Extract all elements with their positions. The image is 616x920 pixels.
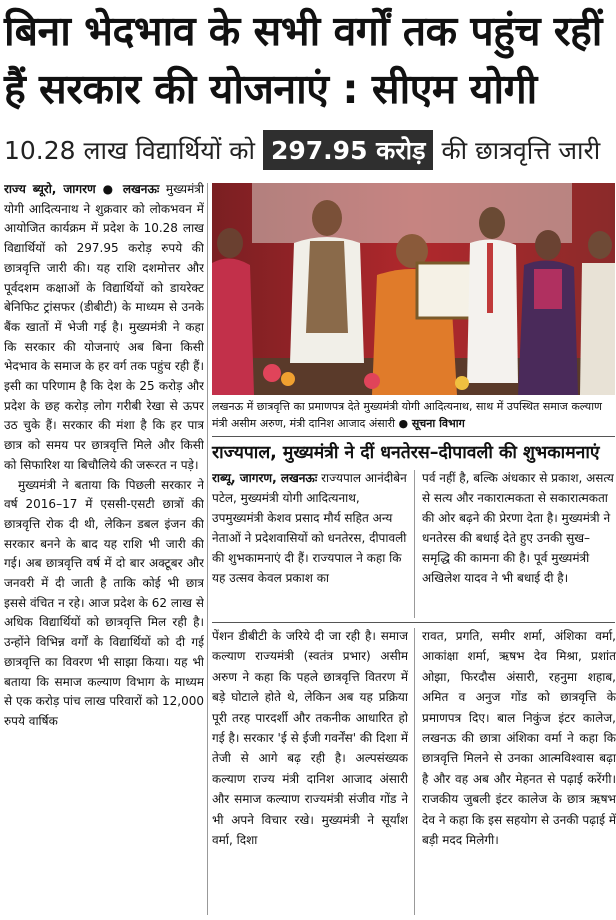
main-paragraph-1: मुख्यमंत्री योगी आदित्यनाथ ने शुक्रवार को लोकभवन में आयोजित कार्यक्रम में प्रदेश के 10.28 लाख विद्यार्थियों को 297.95 करोड़ रुपये की छात्रवृत्ति जारी की। यह राशि दशमोत्तर और पूर्वदशम कक्षाओं के विद्यार्थियों को डायरेक्ट बेनिफिट ट्रांसफर (डीबीटी) के माध्यम से उनके बैंक खातों में भेजी गई है। मुख्यमंत्री ने कहा कि सरकार की योजनाएं अब बिना किसी भेदभाव के समाज के हर वर्ग तक पहुंच रही हैं। इसी का परिणाम है कि देश के 25 करोड़ और प्रदेश के छह करोड़ लोग गरीबी रेखा से ऊपर उठ चुके हैं। सरकार की मंशा है कि हर पात्र छात्र को समय पर छात्रवृत्ति मिले और किसी को सिफारिश या बिचौलिये की जरूरत न पड़े। bbox=[4, 182, 204, 472]
photo-illustration bbox=[212, 183, 615, 395]
subheadline bbox=[4, 128, 612, 172]
sub-byline: राब्यू, जागरण, लखनऊः bbox=[212, 471, 318, 485]
sub-column-divider bbox=[414, 470, 415, 618]
column-divider bbox=[207, 183, 208, 915]
headline-line-1: बिना भेदभाव के सभी वर्गों तक पहुंच रहीं bbox=[4, 7, 602, 55]
main-paragraph-2: मुख्यमंत्री ने बताया कि पिछली सरकार ने वर्ष 2016–17 में एससी-एसटी छात्रों की छात्रवृत्ति रोक दी थी, लेकिन डबल इंजन की सरकार बनने के बाद यह राशि भी जारी की गई। अब छात्रवृत्ति वर्ष में दो बार अक्टूबर और जनवरी में दी जाती है ताकि कोई भी छात्र इससे वंचित न रहे। आज प्रदेश के 62 लाख से अधिक विद्यार्थियों को छात्रवृत्ति मिल रही है। उन्होंने विभिन्न वर्गों के विद्यार्थियों को दी गई छात्रवृत्ति का विवरण भी साझा किया। यह भी बताया कि समाज कल्याण विभाग के माध्यम से एक करोड़ पांच लाख परिवारों को 12,000 रुपये वार्षिक bbox=[4, 477, 204, 728]
sub-story-column-2: पर्व नहीं है, बल्कि अंधकार से प्रकाश, असत्य से सत्य और नकारात्मकता से सकारात्मकता की ओर बढ़ने की प्रेरणा देता है। मुख्यमंत्री ने धनतेरस की बधाई देते हुए उनकी सुख–समृद्धि की कामना की है। पूर्व मुख्यमंत्री अखिलेश यादव ने भी बधाई दी है। bbox=[422, 471, 614, 585]
news-photo bbox=[212, 183, 615, 395]
main-byline: राज्य ब्यूरो, जागरण ● लखनऊः bbox=[4, 182, 160, 196]
column-divider-2 bbox=[414, 628, 415, 915]
caption-credit: ● सूचना विभाग bbox=[398, 417, 465, 430]
photo-caption bbox=[212, 398, 615, 434]
subhead-highlight: 297.95 करोड़ bbox=[263, 130, 433, 170]
main-story-column-3: रावत, प्रगति, समीर शर्मा, अंशिका वर्मा, आकांक्षा शर्मा, ऋषभ देव मिश्रा, प्रशांत ओझा, फिरदौस अंसारी, रहनुमा शहाब, अमित व अनुज गोंड को छात्रवृत्ति के प्रमाणपत्र दिए। बाल निकुंज इंटर कालेज, लखनऊ की छात्रा अंशिका वर्मा ने कहा कि छात्रवृत्ति मिलने से उनका आत्मविश्वास बढ़ा है और वह अब और मेहनत से पढ़ाई करेंगी। राजकीय जुबली इंटर कालेज के छात्र ऋषभ देव ने कहा कि इस सहयोग से उनकी पढ़ाई में बड़ी मदद मिलेगी। bbox=[422, 629, 616, 848]
sub-story-title: राज्यपाल, मुख्यमंत्री ने दीं धनतेरस–दीपावली की शुभकामनाएं bbox=[212, 443, 600, 463]
subhead-pre: 10.28 लाख विद्यार्थियों को bbox=[4, 136, 255, 165]
divider-line-2 bbox=[212, 622, 615, 623]
divider-line bbox=[212, 436, 615, 437]
caption-text: लखनऊ में छात्रवृत्ति का प्रमाणपत्र देते मुख्यमंत्री योगी आदित्यनाथ, साथ में उपस्थित समाज कल्याण मंत्री असीम अरुण, मंत्री दानिश आजाद अंसारी bbox=[212, 400, 602, 430]
headline bbox=[4, 2, 612, 118]
headline-line-2: हैं सरकार की योजनाएं : सीएम योगी bbox=[4, 65, 537, 113]
main-story-column-1 bbox=[4, 180, 204, 915]
subhead-post: की छात्रवृत्ति जारी bbox=[441, 136, 601, 165]
main-story-column-2: पेंशन डीबीटी के जरिये दी जा रही है। समाज कल्याण राज्यमंत्री (स्वतंत्र प्रभार) असीम अरुण ने कहा कि पहले छात्रवृत्ति वितरण में बड़े घोटाले होते थे, लेकिन अब यह प्रक्रिया पूरी तरह पारदर्शी और तकनीक आधारित हो गई है। सरकार 'ई से ईजी गवर्नेंस' की दिशा में तेजी से आगे बढ़ रही है। अल्पसंख्यक कल्याण राज्य मंत्री दानिश आजाद अंसारी और समाज कल्याण राज्यमंत्री संजीव गोंड ने भी अपने विचार रखे। मुख्यमंत्री ने सूर्यांश वर्मा, दिशा bbox=[212, 629, 408, 848]
sub-story-column-1 bbox=[212, 468, 408, 618]
sub-text-1: राज्यपाल आनंदीबेन पटेल, मुख्यमंत्री योगी आदित्यनाथ, उपमुख्यमंत्री केशव प्रसाद मौर्य सहित अन्य नेताओं ने प्रदेशवासियों को धनतेरस, दीपावली की शुभकामनाएं दी हैं। राज्यपाल ने कहा कि यह उत्सव केवल प्रकाश का bbox=[212, 471, 407, 585]
